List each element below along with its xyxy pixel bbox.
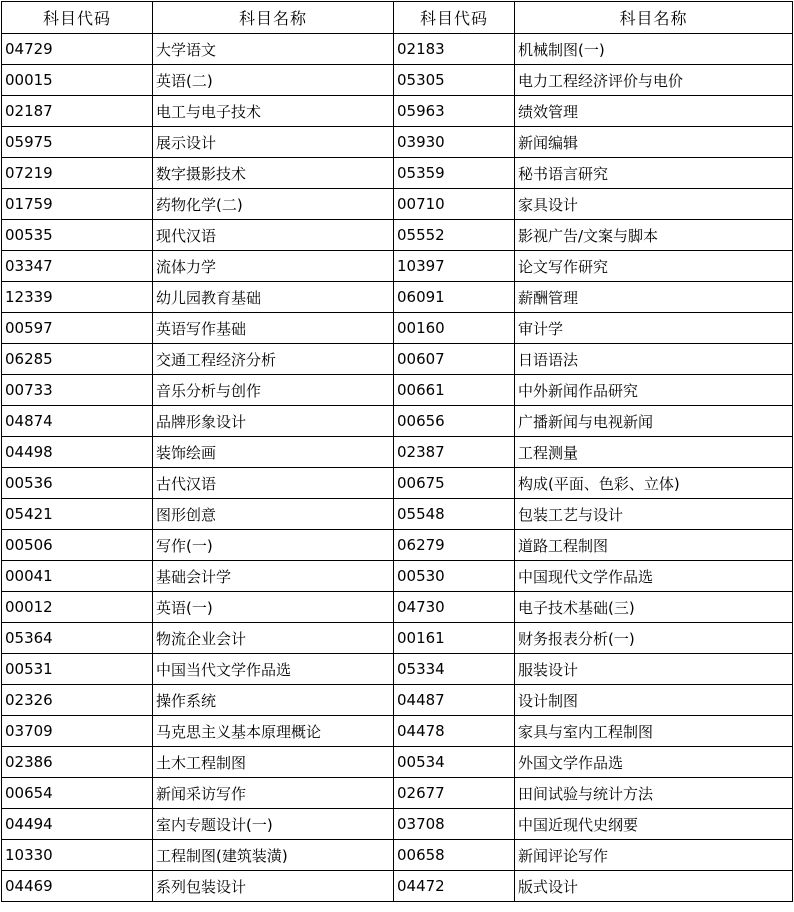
header-code-1: 科目代码 <box>2 2 153 34</box>
course-code-left: 04494 <box>2 809 153 840</box>
course-code-left: 00654 <box>2 778 153 809</box>
course-code-right: 06091 <box>394 282 515 313</box>
course-code-right: 05963 <box>394 96 515 127</box>
course-code-left: 00597 <box>2 313 153 344</box>
course-code-left: 03709 <box>2 716 153 747</box>
course-code-right: 04487 <box>394 685 515 716</box>
course-code-right: 03708 <box>394 809 515 840</box>
course-code-left: 12339 <box>2 282 153 313</box>
course-name-right: 电子技术基础(三) <box>515 592 793 623</box>
course-name-left: 电工与电子技术 <box>153 96 394 127</box>
course-name-right: 薪酬管理 <box>515 282 793 313</box>
table-row <box>2 468 793 499</box>
table-row <box>2 871 793 902</box>
course-name-left: 展示设计 <box>153 127 394 158</box>
course-code-left: 05421 <box>2 499 153 530</box>
course-name-left: 数字摄影技术 <box>153 158 394 189</box>
course-name-right: 道路工程制图 <box>515 530 793 561</box>
table-row <box>2 251 793 282</box>
table-row <box>2 716 793 747</box>
course-code-right: 03930 <box>394 127 515 158</box>
course-code-right: 02387 <box>394 437 515 468</box>
course-code-right: 00675 <box>394 468 515 499</box>
course-name-left: 基础会计学 <box>153 561 394 592</box>
course-code-left: 00535 <box>2 220 153 251</box>
table-row <box>2 747 793 778</box>
course-name-right: 新闻编辑 <box>515 127 793 158</box>
table-row <box>2 375 793 406</box>
course-code-right: 04478 <box>394 716 515 747</box>
table-row <box>2 313 793 344</box>
course-name-left: 马克思主义基本原理概论 <box>153 716 394 747</box>
course-name-right: 包装工艺与设计 <box>515 499 793 530</box>
course-name-right: 服装设计 <box>515 654 793 685</box>
table-row <box>2 158 793 189</box>
course-name-right: 家具设计 <box>515 189 793 220</box>
course-code-right: 00710 <box>394 189 515 220</box>
table-row <box>2 778 793 809</box>
table-row <box>2 220 793 251</box>
course-code-right: 06279 <box>394 530 515 561</box>
table-row <box>2 499 793 530</box>
header-name-2: 科目名称 <box>515 2 793 34</box>
course-name-left: 英语(一) <box>153 592 394 623</box>
course-code-left: 02326 <box>2 685 153 716</box>
course-name-right: 田间试验与统计方法 <box>515 778 793 809</box>
course-name-right: 论文写作研究 <box>515 251 793 282</box>
header-code-2: 科目代码 <box>394 2 515 34</box>
course-name-left: 土木工程制图 <box>153 747 394 778</box>
table-row <box>2 189 793 220</box>
table-row <box>2 96 793 127</box>
course-name-left: 系列包装设计 <box>153 871 394 902</box>
course-name-left: 图形创意 <box>153 499 394 530</box>
table-row <box>2 530 793 561</box>
course-code-left: 04469 <box>2 871 153 902</box>
course-code-left: 05364 <box>2 623 153 654</box>
table-row <box>2 561 793 592</box>
course-code-left: 00015 <box>2 65 153 96</box>
table-row <box>2 654 793 685</box>
course-code-right: 00607 <box>394 344 515 375</box>
course-name-left: 工程制图(建筑装潢) <box>153 840 394 871</box>
course-code-left: 10330 <box>2 840 153 871</box>
course-code-right: 00160 <box>394 313 515 344</box>
course-code-left: 04498 <box>2 437 153 468</box>
table-row <box>2 34 793 65</box>
table-row <box>2 685 793 716</box>
table-row <box>2 344 793 375</box>
course-code-right: 05305 <box>394 65 515 96</box>
course-code-right: 04730 <box>394 592 515 623</box>
course-name-right: 广播新闻与电视新闻 <box>515 406 793 437</box>
course-code-left: 02187 <box>2 96 153 127</box>
header-name-1: 科目名称 <box>153 2 394 34</box>
course-name-right: 中国现代文学作品选 <box>515 561 793 592</box>
course-name-right: 中外新闻作品研究 <box>515 375 793 406</box>
course-name-right: 版式设计 <box>515 871 793 902</box>
table-row <box>2 437 793 468</box>
course-code-left: 02386 <box>2 747 153 778</box>
course-code-right: 05552 <box>394 220 515 251</box>
course-name-right: 日语语法 <box>515 344 793 375</box>
course-code-left: 04729 <box>2 34 153 65</box>
header-row <box>2 2 793 34</box>
course-code-right: 00161 <box>394 623 515 654</box>
course-name-left: 品牌形象设计 <box>153 406 394 437</box>
course-name-left: 英语写作基础 <box>153 313 394 344</box>
course-code-left: 06285 <box>2 344 153 375</box>
course-name-left: 中国当代文学作品选 <box>153 654 394 685</box>
table-row <box>2 623 793 654</box>
course-code-right: 02677 <box>394 778 515 809</box>
course-name-left: 交通工程经济分析 <box>153 344 394 375</box>
course-name-right: 绩效管理 <box>515 96 793 127</box>
course-code-left: 00012 <box>2 592 153 623</box>
course-code-left: 01759 <box>2 189 153 220</box>
course-name-left: 操作系统 <box>153 685 394 716</box>
course-name-right: 秘书语言研究 <box>515 158 793 189</box>
table-row <box>2 840 793 871</box>
table-row <box>2 282 793 313</box>
course-name-left: 装饰绘画 <box>153 437 394 468</box>
course-code-right: 00530 <box>394 561 515 592</box>
course-name-right: 构成(平面、色彩、立体) <box>515 468 793 499</box>
course-name-right: 家具与室内工程制图 <box>515 716 793 747</box>
course-code-right: 00534 <box>394 747 515 778</box>
table-row <box>2 592 793 623</box>
course-name-right: 审计学 <box>515 313 793 344</box>
course-name-left: 写作(一) <box>153 530 394 561</box>
table-row <box>2 809 793 840</box>
course-name-right: 工程测量 <box>515 437 793 468</box>
table-row <box>2 127 793 158</box>
table-body <box>2 34 793 902</box>
course-name-right: 中国近现代史纲要 <box>515 809 793 840</box>
course-name-left: 室内专题设计(一) <box>153 809 394 840</box>
course-code-left: 00536 <box>2 468 153 499</box>
course-name-left: 音乐分析与创作 <box>153 375 394 406</box>
course-name-left: 英语(二) <box>153 65 394 96</box>
course-name-right: 外国文学作品选 <box>515 747 793 778</box>
course-code-left: 00531 <box>2 654 153 685</box>
course-name-right: 设计制图 <box>515 685 793 716</box>
course-table <box>1 1 793 902</box>
course-name-right: 机械制图(一) <box>515 34 793 65</box>
course-code-right: 05548 <box>394 499 515 530</box>
course-name-left: 大学语文 <box>153 34 394 65</box>
course-name-left: 流体力学 <box>153 251 394 282</box>
course-code-left: 00041 <box>2 561 153 592</box>
table-row <box>2 406 793 437</box>
course-code-right: 02183 <box>394 34 515 65</box>
course-name-right: 影视广告/文案与脚本 <box>515 220 793 251</box>
course-name-left: 现代汉语 <box>153 220 394 251</box>
course-name-right: 财务报表分析(一) <box>515 623 793 654</box>
course-code-left: 03347 <box>2 251 153 282</box>
course-code-left: 07219 <box>2 158 153 189</box>
course-name-left: 古代汉语 <box>153 468 394 499</box>
course-code-right: 10397 <box>394 251 515 282</box>
course-code-right: 05334 <box>394 654 515 685</box>
course-name-left: 新闻采访写作 <box>153 778 394 809</box>
table-row <box>2 65 793 96</box>
course-code-right: 04472 <box>394 871 515 902</box>
course-code-left: 04874 <box>2 406 153 437</box>
course-name-right: 电力工程经济评价与电价 <box>515 65 793 96</box>
course-code-left: 05975 <box>2 127 153 158</box>
course-code-left: 00733 <box>2 375 153 406</box>
course-code-left: 00506 <box>2 530 153 561</box>
course-code-right: 05359 <box>394 158 515 189</box>
course-code-right: 00658 <box>394 840 515 871</box>
course-code-right: 00656 <box>394 406 515 437</box>
course-code-right: 00661 <box>394 375 515 406</box>
course-name-right: 新闻评论写作 <box>515 840 793 871</box>
course-name-left: 物流企业会计 <box>153 623 394 654</box>
course-name-left: 幼儿园教育基础 <box>153 282 394 313</box>
course-name-left: 药物化学(二) <box>153 189 394 220</box>
